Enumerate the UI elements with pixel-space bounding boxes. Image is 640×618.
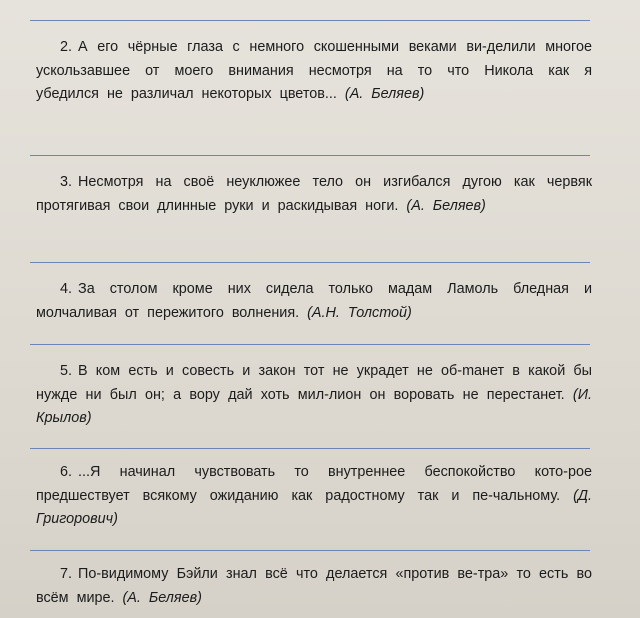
exercise-author: (И. Крылов): [36, 386, 592, 426]
exercise-text: За столом кроме них сидела только мадам Ламоль бледная и молчаливая от пережитого волнения.: [36, 281, 592, 321]
exercise-number: 6.: [60, 464, 73, 480]
answer-line: [30, 20, 590, 21]
exercise-6: [36, 461, 592, 532]
exercise-4: [36, 278, 592, 325]
exercise-author: (Д. Григорович): [36, 487, 592, 527]
exercise-number: 4.: [60, 281, 73, 297]
exercise-text: В ком есть и совесть и закон тот не украдет не об-mанет в какой бы нужде ни был он; а вору дай хоть мил-лион он воровать не перестанет.: [36, 363, 592, 403]
answer-line[interactable]: [30, 550, 590, 551]
exercise-number: 5.: [60, 363, 73, 379]
answer-line[interactable]: [30, 155, 590, 156]
answer-line[interactable]: [30, 448, 590, 449]
exercise-author: (А. Беляев): [406, 197, 486, 214]
exercise-text: ...Я начинал чувствовать то внутреннее беспокойство кото-рое предшествует всякому ожиданию как радостному так и пе-чальному.: [36, 464, 592, 504]
exercise-text: А его чёрные глаза с немного скошенными веками ви-делили многое ускользавшее от моего внимания несмотря на то что Никола как я убедился не различал некоторых цветов...: [36, 39, 592, 102]
exercise-text: Несмотря на своё неуклюжее тело он изгибался дугою как червяк протягивая свои длинные руки и раскидывая ноги.: [36, 174, 592, 214]
exercise-author: (А.Н. Толстой): [307, 304, 412, 321]
answer-line[interactable]: [30, 344, 590, 345]
exercise-7: [36, 563, 592, 610]
exercise-author: (А. Беляев): [122, 589, 202, 606]
exercise-number: 2.: [60, 39, 73, 55]
exercise-text: По-видимому Бэйли знал всё что делается «против ве-тра» то есть во всём мире.: [36, 566, 592, 606]
exercise-5: [36, 360, 592, 431]
exercise-author: (А. Беляев): [344, 86, 425, 102]
exercise-3: [36, 171, 592, 218]
exercise-number: 7.: [60, 566, 73, 582]
answer-line[interactable]: [30, 262, 590, 263]
exercise-number: 3.: [60, 174, 73, 190]
exercise-2: [36, 36, 592, 107]
